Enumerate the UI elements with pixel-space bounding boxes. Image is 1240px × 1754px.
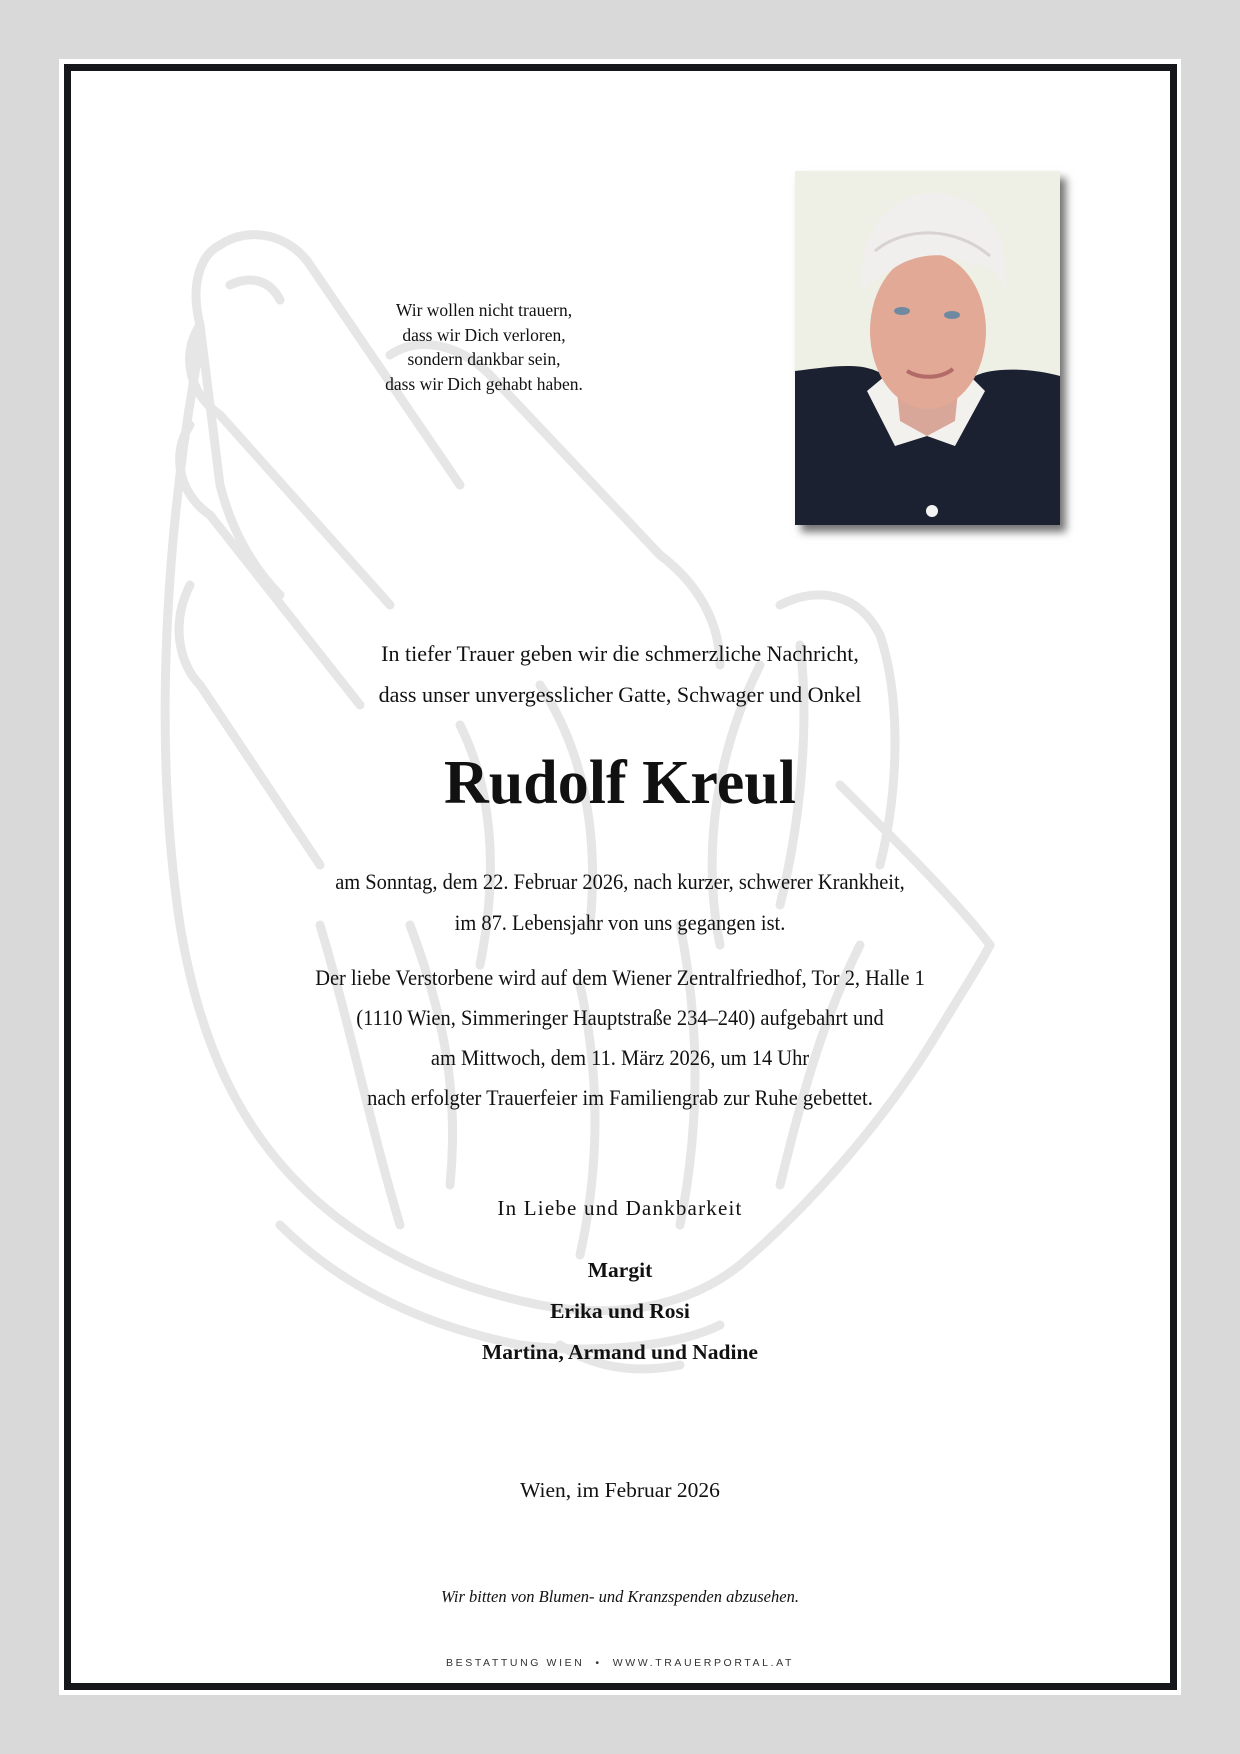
mourner-name: Martina, Armand und Nadine [482,1340,758,1364]
flower-donation-note: Wir bitten von Blumen- und Kranzspenden abzusehen. [441,1587,799,1606]
footer-branding: BESTATTUNG WIEN • WWW.TRAUERPORTAL.AT [446,1657,794,1669]
death-notice-text [43,861,1196,943]
death-notice-line: im 87. Lebensjahr von uns gegangen ist. [454,910,786,935]
funeral-line: am Mittwoch, dem 11. März 2026, um 14 Uhr [430,1045,810,1070]
death-notice-line: am Sonntag, dem 22. Februar 2026, nach kurzer, schwerer Krankheit, [335,869,905,894]
funeral-line: Der liebe Verstorbene wird auf dem Wiener Zentralfriedhof, Tor 2, Halle 1 [315,965,925,990]
deceased-name: Rudolf Kreul [444,749,796,817]
mourner-name: Erika und Rosi [550,1299,690,1323]
funeral-details-text [43,958,1196,1118]
intro-line: In tiefer Trauer geben wir die schmerzliche Nachricht, [381,641,859,666]
quote-line: dass wir Dich verloren, [402,324,566,345]
place-and-date: Wien, im Februar 2026 [520,1478,720,1502]
funeral-line: (1110 Wien, Simmeringer Hauptstraße 234–240) aufgebahrt und [356,1005,884,1030]
intro-text [0,633,1240,715]
portrait-image [795,171,1060,525]
mourner-name: Margit [587,1258,653,1282]
quote-line: sondern dankbar sein, [407,349,561,369]
intro-line: dass unser unvergesslicher Gatte, Schwager und Onkel [378,682,862,707]
deceased-portrait-photo [795,171,1060,525]
quote-line: Wir wollen nicht trauern, [395,300,573,320]
funeral-line: nach erfolgter Trauerfeier im Familiengrab zur Ruhe gebettet. [367,1085,873,1110]
closing-phrase: In Liebe und Dankbarkeit [497,1196,743,1220]
memorial-quote [334,298,634,396]
mourners-list [0,1250,1240,1373]
quote-line: dass wir Dich gehabt haben. [385,373,583,394]
